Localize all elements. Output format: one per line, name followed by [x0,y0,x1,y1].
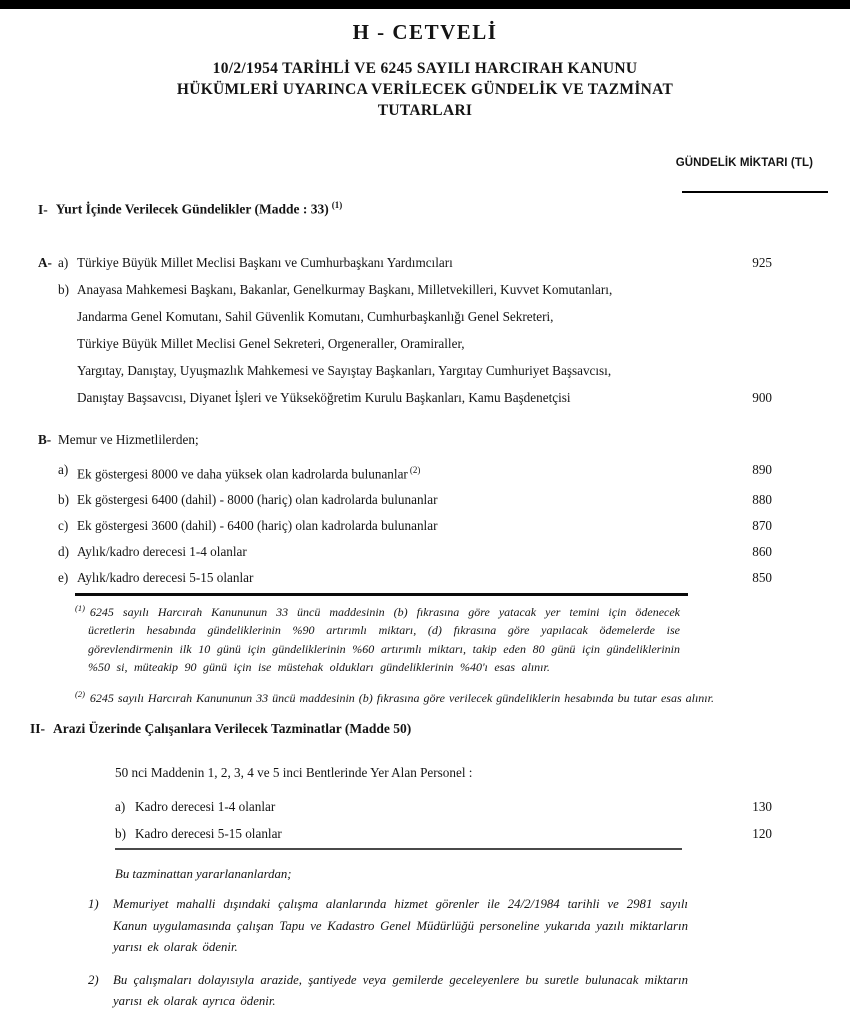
table-row [0,825,850,850]
item-text: Aylık/kadro derecesi 5-15 olanlar [77,569,254,585]
section-1-number: I- [38,201,48,217]
item-label: b) [58,281,69,297]
group-a-rows [0,249,850,411]
item-label: a) [58,461,69,477]
group-a-label: A- [38,254,52,270]
table-row [0,513,850,539]
item-text: Kadro derecesi 5-15 olanlar [135,826,282,842]
amount-value: 860 [752,543,772,559]
item-label: a) [58,254,69,270]
amount-value: 120 [752,826,772,842]
item-text: Aylık/kadro derecesi 1-4 olanlar [77,543,247,559]
item-text: Türkiye Büyük Millet Meclisi Başkanı ve Cumhurbaşkanı Yardımcıları [77,254,453,270]
amount-value: 925 [752,254,772,270]
table-row [0,303,850,330]
footnote [75,599,680,677]
amount-value: 890 [752,461,772,477]
item-label: d) [58,543,69,559]
footnote-text: 6245 sayılı Harcırah Kanununun 33 üncü maddesinin (b) fıkrasına göre yatacak yer temini için ödenecek ücretlerin hesabında gündeliklerinin %90 artırımlı miktarı, (d) fıkrasına göre yapılacak ödemelerde ise görevlendirmenin ilk 10 günü için gündeliklerinin %60 artırımlı miktarı, takip eden 80 günü için gündeliklerinin %50 si, müteakip 90 günü için ise müstehak oldukları gündeliklerinin %40'ı esas alınır. [88,604,680,675]
amount-value: 900 [752,389,772,405]
group-b-title: Memur ve Hizmetlilerden; [58,431,199,447]
table-row [0,384,850,411]
item-text: Ek göstergesi 3600 (dahil) - 6400 (hariç) olan kadrolarda bulunanlar [77,517,438,533]
item-label: b) [115,826,126,842]
row-underline [115,825,682,850]
item-text: Ek göstergesi 6400 (dahil) - 8000 (hariç) olan kadrolarda bulunanlar [77,491,438,507]
table-row [0,798,850,815]
subtitle-line: TUTARLARI [377,102,473,119]
table-row [0,330,850,357]
footnote-text: 6245 sayılı Harcırah Kanununun 33 üncü maddesinin (b) fıkrasına göre verilecek gündeliklerin hesabında bu tutar esas alınır. [89,690,714,705]
table-row [0,276,850,303]
table-row [0,249,850,276]
scan-top-border [0,0,850,9]
footnote [75,685,850,708]
section-1-footnote-ref: (1) [331,200,343,210]
note-label: 1) [88,897,99,912]
item-label: b) [58,491,69,507]
amount-value: 130 [752,799,772,815]
page-title: H - CETVELİ [352,20,498,44]
footnote-marker: (1) [75,602,85,613]
group-b-rows [0,457,850,591]
note-text: Bu çalışmaları dolayısıyla arazide, şantiyede veya gemilerde geceleyenlere bu suretle bulunacak miktarın yarısı ek olarak ayrıca ödenir. [113,972,688,1009]
item-text: Yargıtay, Danıştay, Uyuşmazlık Mahkemesi ve Sayıştay Başkanları, Yargıtay Cumhuriyet Başsavcısı, [77,362,612,378]
amount-column-underline [682,191,828,193]
item-text: Türkiye Büyük Millet Meclisi Genel Sekreteri, Orgeneraller, Oramiraller, [77,335,465,351]
amount-column-header: GÜNDELİK MİKTARI (TL) [675,157,813,169]
item-text: Jandarma Genel Komutanı, Sahil Güvenlik Komutanı, Cumhurbaşkanlığı Genel Sekreteri, [77,308,554,324]
item-label: a) [115,799,126,815]
subtitle-line: HÜKÜMLERİ UYARINCA VERİLECEK GÜNDELİK VE TAZMİNAT [176,81,674,98]
amount-value: 870 [752,517,772,533]
section-2-intro: 50 nci Maddenin 1, 2, 3, 4 ve 5 inci Bentlerinde Yer Alan Personel : [115,765,473,781]
item-label: e) [58,569,69,585]
item-text: Kadro derecesi 1-4 olanlar [135,799,276,815]
amount-value: 880 [752,491,772,507]
section-2-number: II- [30,721,46,737]
section-1-heading [38,196,850,219]
item-text: Danıştay Başsavcısı, Diyanet İşleri ve Yükseköğretim Kurulu Başkanları, Kamu Başdenetçisi [77,389,571,405]
note-item [88,894,688,959]
notes-intro: Bu tazminattan yararlananlardan; [115,867,292,882]
table-row [0,457,850,487]
item-footnote-ref: (2) [409,464,421,475]
item-text: Ek göstergesi 8000 ve daha yüksek olan kadrolarda bulunanlar [77,465,408,481]
note-label: 2) [88,972,99,987]
section-2-heading [30,719,850,738]
page-subtitle [0,58,850,121]
note-text: Memuriyet mahalli dışındaki çalışma alanlarında hizmet görenler ile 24/2/1984 tarihli ve 2981 sayılı Kanun uygulamasında çalışan Tapu ve Kadastro Genel Müdürlüğü personeline yukarıda yazılı miktarların yarısı ek olarak ödenir. [113,897,688,955]
table-row [0,539,850,565]
table-row [0,487,850,513]
section-2-title: Arazi Üzerinde Çalışanlara Verilecek Tazminatlar (Madde 50) [53,721,412,737]
subtitle-line: 10/2/1954 TARİHLİ VE 6245 SAYILI HARCIRAH KANUNU [212,60,638,77]
amount-value: 850 [752,569,772,585]
section-1-title: Yurt İçinde Verilecek Gündelikler (Madde : 33) [55,201,329,217]
item-text: Anayasa Mahkemesi Başkanı, Bakanlar, Genelkurmay Başkanı, Milletvekilleri, Kuvvet Komutanları, [77,281,613,297]
group-b-label: B- [38,431,52,447]
table-row [0,565,850,591]
group-b-heading [0,426,850,453]
footnote-separator-rule [75,593,688,596]
note-item [88,970,688,1013]
table-row [0,357,850,384]
footnote-marker: (2) [75,688,85,699]
item-label: c) [58,517,69,533]
